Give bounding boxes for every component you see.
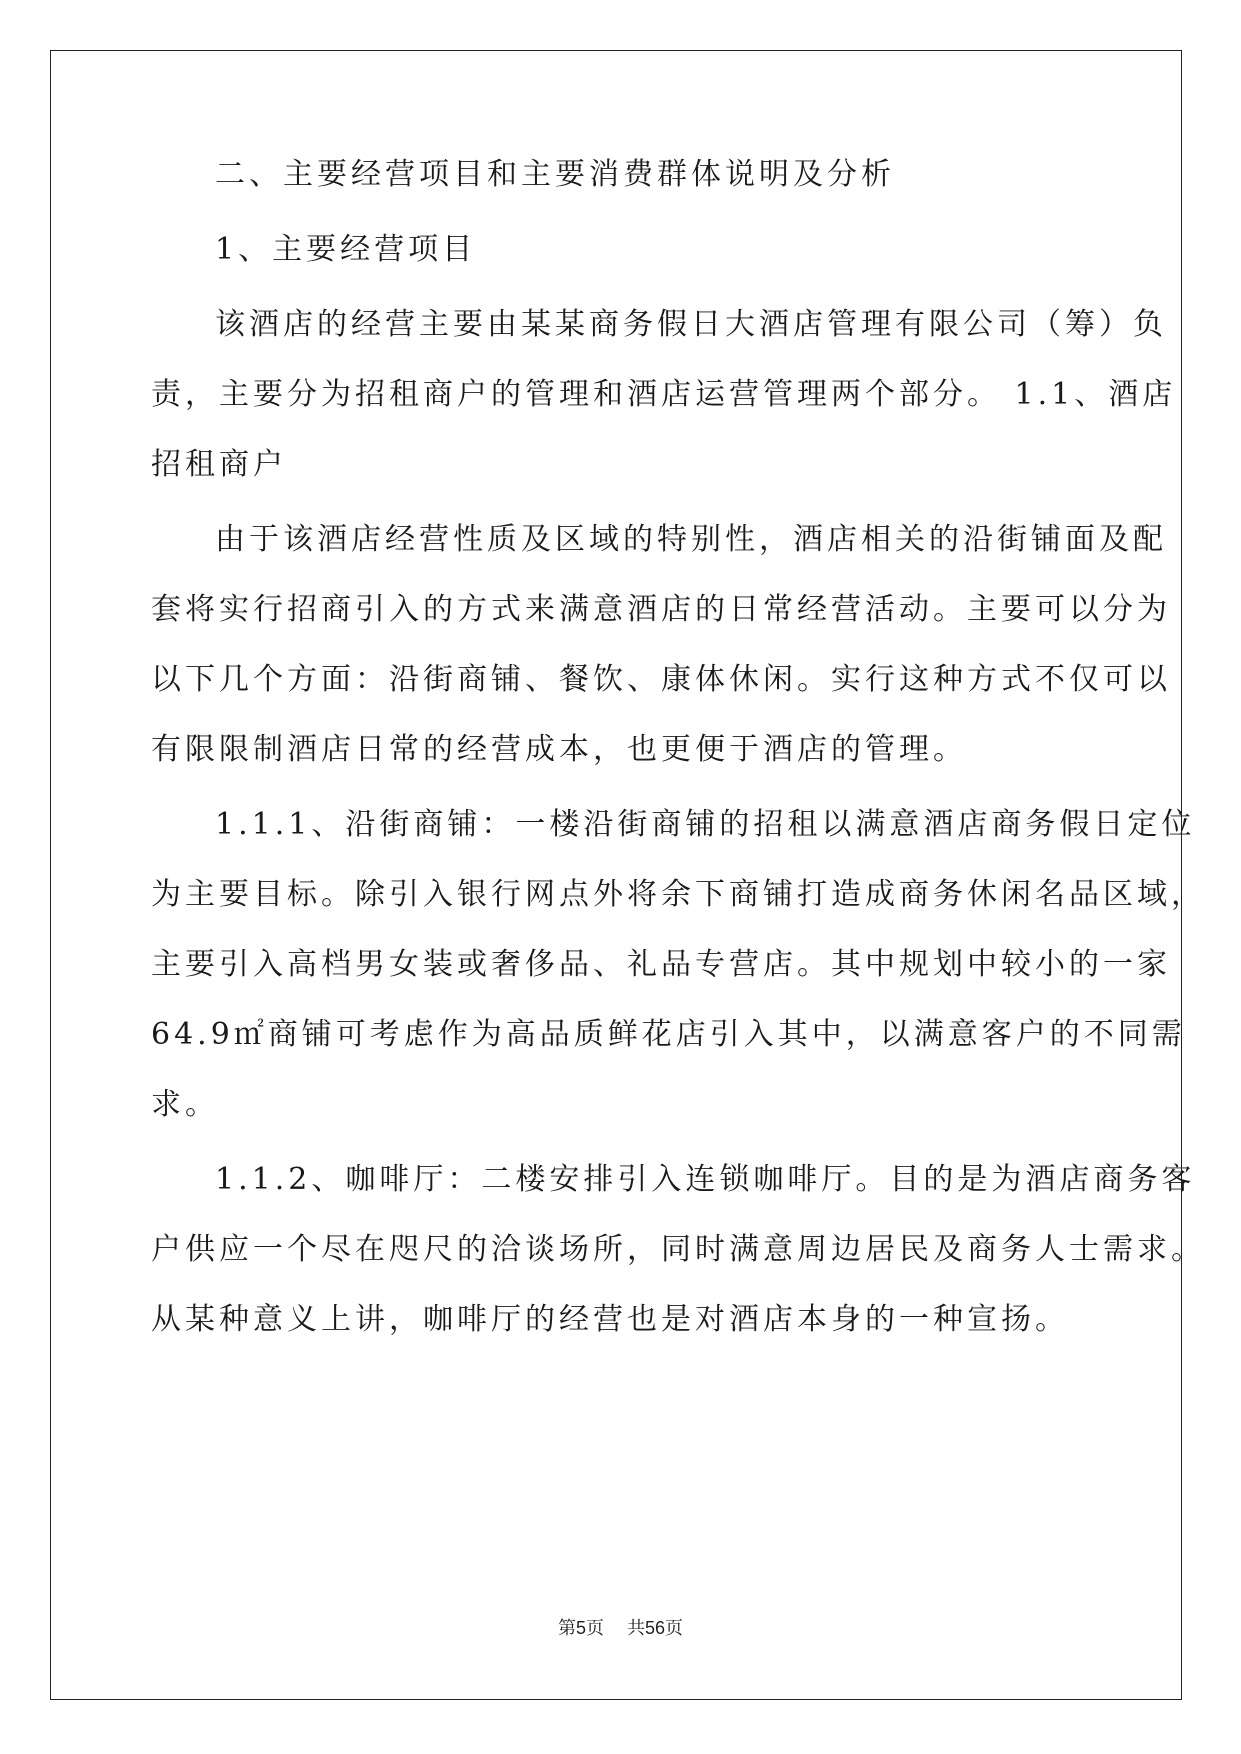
paragraph-line: 户供应一个尽在咫尺的洽谈场所，同时满意周边居民及商务人士需求。 xyxy=(151,1232,1205,1267)
paragraph-line: 为主要目标。除引入银行网点外将余下商铺打造成商务休闲名品区域， xyxy=(151,877,1205,912)
section-heading: 二、主要经营项目和主要消费群体说明及分析 xyxy=(215,157,895,192)
page-footer xyxy=(0,1614,1241,1640)
footer-total-prefix: 共 xyxy=(626,1618,645,1639)
page-number: 5 xyxy=(576,1618,587,1638)
paragraph-line: 1.1.2、咖啡厅：二楼安排引入连锁咖啡厅。目的是为酒店商务客 xyxy=(215,1162,1196,1197)
footer-page-unit: 页 xyxy=(586,1618,605,1639)
paragraph-line: 从某种意义上讲，咖啡厅的经营也是对酒店本身的一种宣扬。 xyxy=(151,1302,1069,1337)
paragraph-line: 有限限制酒店日常的经营成本，也更便于酒店的管理。 xyxy=(151,732,967,767)
paragraph-line: 套将实行招商引入的方式来满意酒店的日常经营活动。主要可以分为 xyxy=(151,592,1171,627)
paragraph-line: 责，主要分为招租商户的管理和酒店运营管理两个部分。 1.1、酒店 xyxy=(151,377,1177,412)
subsection-heading: 1、主要经营项目 xyxy=(215,232,477,267)
paragraph-line: 64.9㎡商铺可考虑作为高品质鲜花店引入其中，以满意客户的不同需 xyxy=(151,1017,1186,1052)
total-pages: 56 xyxy=(644,1618,665,1638)
paragraph-line: 由于该酒店经营性质及区域的特别性，酒店相关的沿街铺面及配 xyxy=(215,522,1167,557)
paragraph-line: 主要引入高档男女装或奢侈品、礼品专营店。其中规划中较小的一家 xyxy=(151,947,1171,982)
footer-prefix: 第 xyxy=(558,1618,577,1639)
paragraph-line: 1.1.1、沿街商铺：一楼沿街商铺的招租以满意酒店商务假日定位 xyxy=(215,807,1196,842)
paragraph-line: 该酒店的经营主要由某某商务假日大酒店管理有限公司（筹）负 xyxy=(215,307,1167,342)
paragraph-line: 招租商户 xyxy=(151,447,287,482)
footer-total-unit: 页 xyxy=(664,1618,683,1639)
paragraph-line: 求。 xyxy=(151,1087,219,1122)
paragraph-line: 以下几个方面：沿街商铺、餐饮、康体休闲。实行这种方式不仅可以 xyxy=(151,662,1171,697)
